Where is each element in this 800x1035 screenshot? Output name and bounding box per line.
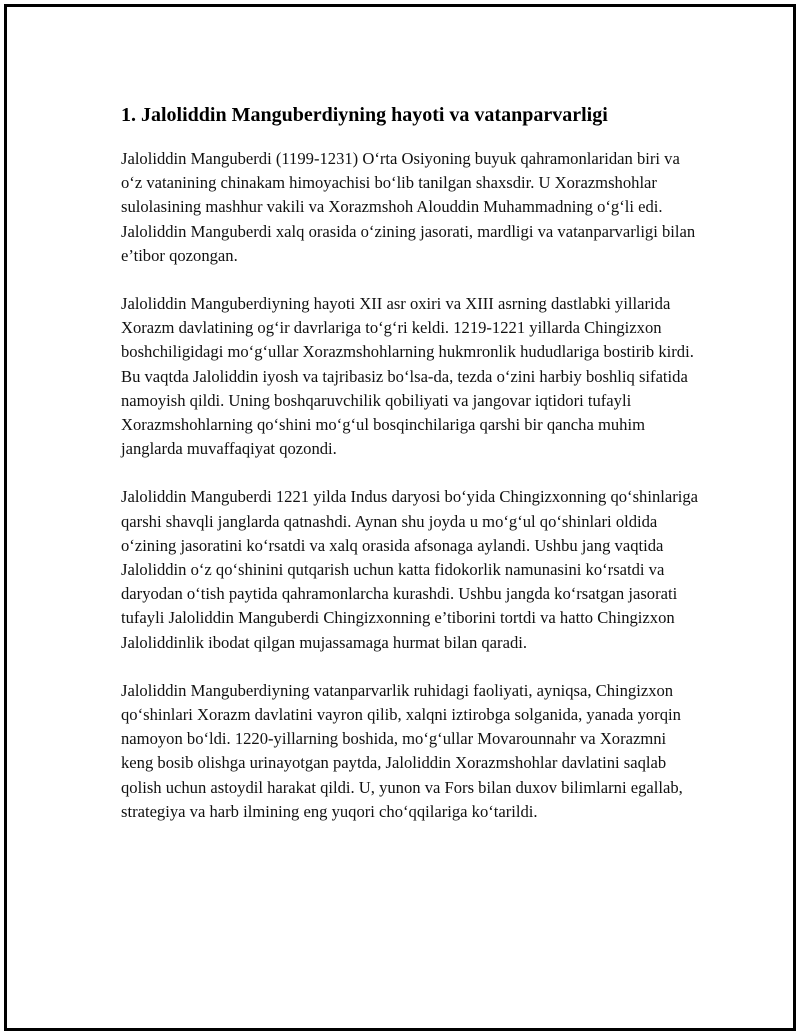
paragraph-2: Jaloliddin Manguberdiyning hayoti XII asr oxiri va XIII asrning dastlabki yillarida Xorazm davlatining og‘ir davrlariga to‘g‘ri keldi. 1219-1221 yillarda Chingizxon boshchiligidagi mo‘g‘ullar Xorazmshohlarning hukmronlik hududlariga bostirib kirdi. Bu vaqtda Jaloliddin iyosh va tajribasiz bo‘lsa-da, tezda o‘zini harbiy boshliq sifatida namoyish qildi. Uning boshqaruvchilik qobiliyati va jangovar iqtidori tufayli Xorazmshohlarning qo‘shini mo‘g‘ul bosqinchilariga qarshi bir qancha muhim janglarda muvaffaqiyat qozondi. — [121, 294, 694, 459]
paragraph-4: Jaloliddin Manguberdiyning vatanparvarlik ruhidagi faoliyati, ayniqsa, Chingizxon qo‘shinlari Xorazm davlatini vayron qilib, xalqni iztirobga solganida, yanada yorqin namoyon bo‘ldi. 1220-yillarning boshida, mo‘g‘ullar Movarounnahr va Xorazmni keng bosib olishga urinayotgan paytda, Jaloliddin Xorazmshohlar davlatini saqlab qolish uchun astoydil harakat qildi. U, yunon va Fors bilan duxov bilimlarni egallab, strategiya va harb ilmining eng yuqori cho‘qqilariga ko‘tarildi. — [121, 680, 683, 821]
document-body — [121, 101, 701, 848]
paragraph-1: Jaloliddin Manguberdi (1199-1231) O‘rta Osiyoning buyuk qahramonlaridan biri va o‘z vatanining chinakam himoyachisi bo‘lib tanilgan shaxsdir. U Xorazmshohlar sulolasining mashhur vakili va Xorazmshoh Alouddin Muhammadning o‘g‘li edi. Jaloliddin Manguberdi xalq orasida o‘zining jasorati, mardligi va vatanparvarligi bilan e’tibor qozongan. — [121, 149, 696, 265]
paragraph-3: Jaloliddin Manguberdi 1221 yilda Indus daryosi bo‘yida Chingizxonning qo‘shinlariga qarshi shavqli janglarda qatnashdi. Aynan shu joyda u mo‘g‘ul qo‘shinlari oldida o‘zining jasoratini ko‘rsatdi va xalq orasida afsonaga aylandi. Ushbu jang vaqtida Jaloliddin o‘z qo‘shinini qutqarish uchun katta fidokorlik namunasini ko‘rsatdi va daryodan o‘tish paytida qahramonlarcha kurashdi. Ushbu jangda ko‘rsatgan jasorati tufayli Jaloliddin Manguberdi Chingizxonning e’tiborini tortdi va hatto Chingizxon Jaloliddinlik ibodat qilgan mujassamaga hurmat bilan qaradi. — [121, 487, 699, 652]
page-frame — [4, 4, 796, 1031]
section-heading: 1. Jaloliddin Manguberdiyning hayoti va vatanparvarligi — [121, 104, 608, 126]
